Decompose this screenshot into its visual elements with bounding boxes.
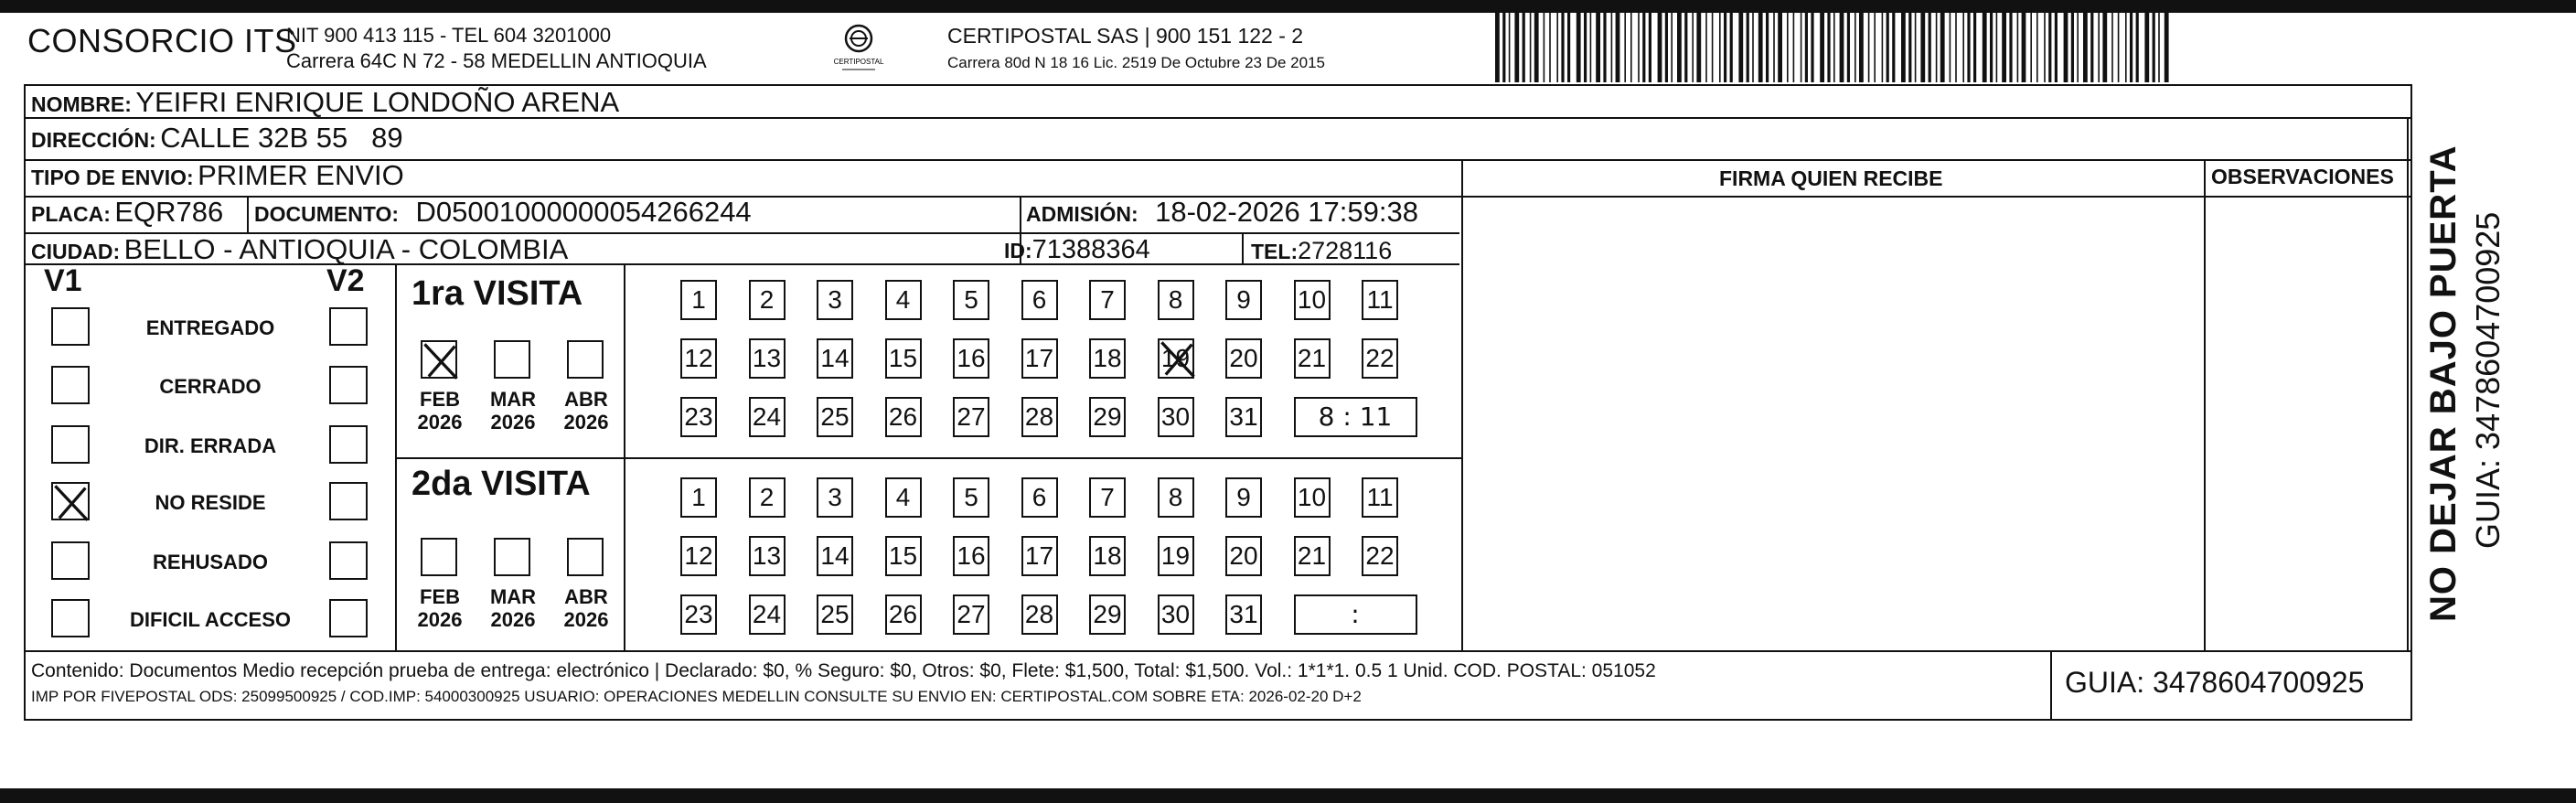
v1-label: V1	[44, 263, 82, 298]
day-box[interactable]: 21	[1294, 338, 1331, 379]
bottom-border	[0, 788, 2576, 803]
day-box[interactable]: 13	[749, 536, 786, 576]
day-box[interactable]: 10	[1294, 477, 1331, 518]
print-info: IMP POR FIVEPOSTAL ODS: 25099500925 / COD.IMP: 54000300925 USUARIO: OPERACIONES MEDELLIN CONSULTE SU ENVIO EN: CERTIPOSTAL.COM SOBRE ETA: 2026-02-20 D+2	[31, 688, 1362, 705]
plate-field	[31, 196, 223, 229]
v1-checkbox[interactable]	[51, 541, 90, 580]
day-box[interactable]: 24	[749, 397, 786, 437]
v2-checkbox[interactable]	[329, 425, 368, 464]
day-box[interactable]: 9	[1225, 280, 1262, 320]
admission-label: ADMISIÓN:	[1026, 202, 1138, 226]
day-box[interactable]: 24	[749, 594, 786, 635]
day-box[interactable]: 22	[1362, 536, 1398, 576]
visit1-title: 1ra VISITA	[412, 274, 583, 313]
day-box[interactable]: 2	[749, 477, 786, 518]
day-box[interactable]: 29	[1089, 397, 1126, 437]
month-checkbox[interactable]	[494, 340, 530, 379]
tel-number: 2728116	[1298, 237, 1393, 264]
signature-label: FIRMA QUIEN RECIBE	[1719, 166, 1943, 190]
id-number: 71388364	[1031, 235, 1150, 264]
day-box[interactable]: 14	[817, 338, 853, 379]
month-name: ABR	[564, 388, 608, 411]
id-label: ID:	[1004, 239, 1032, 262]
day-box[interactable]: 20	[1225, 536, 1262, 576]
name-label: NOMBRE:	[31, 92, 132, 116]
checkmark-x-icon	[421, 340, 461, 380]
day-box[interactable]: 27	[953, 594, 989, 635]
day-box[interactable]: 31	[1225, 397, 1262, 437]
month-caption	[558, 388, 615, 434]
observations-label: OBSERVACIONES	[2211, 165, 2394, 188]
day-box[interactable]: 15	[885, 338, 922, 379]
checkmark-x-icon	[1158, 338, 1198, 379]
month-checkbox[interactable]	[421, 538, 457, 576]
month-caption	[485, 585, 541, 631]
city-field	[31, 233, 568, 266]
day-box[interactable]: 12	[680, 536, 717, 576]
month-checkbox[interactable]	[567, 538, 604, 576]
day-box[interactable]: 18	[1089, 338, 1126, 379]
company-nit: NIT 900 413 115 - TEL 604 3201000	[286, 24, 612, 47]
day-box[interactable]: 2	[749, 280, 786, 320]
recipient-name: YEIFRI ENRIQUE LONDOÑO ARENA	[135, 86, 620, 118]
month-name: ABR	[564, 585, 608, 608]
admission-field	[1026, 196, 1418, 229]
day-box[interactable]: 30	[1158, 397, 1194, 437]
footer-guide: GUIA: 3478604700925	[2065, 666, 2365, 699]
day-box[interactable]: 4	[885, 477, 922, 518]
tel-field	[1251, 237, 1392, 265]
day-box[interactable]: 31	[1225, 594, 1262, 635]
day-box[interactable]: 3	[817, 280, 853, 320]
side-guide: GUIA: 3478604700925	[2469, 211, 2507, 549]
tel-label: TEL:	[1251, 240, 1299, 263]
month-caption	[558, 585, 615, 631]
courier-license: Carrera 80d N 18 16 Lic. 2519 De Octubre 23 De 2015	[947, 54, 1325, 71]
month-name: MAR	[489, 585, 537, 608]
address-row	[31, 122, 403, 155]
day-box[interactable]: 17	[1021, 338, 1058, 379]
day-box[interactable]: 15	[885, 536, 922, 576]
month-name: MAR	[489, 388, 537, 411]
v1-checkbox[interactable]	[51, 482, 90, 520]
courier-name: CERTIPOSTAL SAS | 900 151 122 - 2	[947, 24, 1304, 48]
day-box[interactable]: 8	[1158, 477, 1194, 518]
v1-checkbox[interactable]	[51, 307, 90, 346]
day-box[interactable]: 22	[1362, 338, 1398, 379]
month-year: 2026	[563, 608, 609, 631]
day-box[interactable]: 13	[749, 338, 786, 379]
day-box[interactable]: 16	[953, 338, 989, 379]
content-summary: Contenido: Documentos Medio recepción prueba de entrega: electrónico | Declarado: $0, % Seguro: $0, Otros: $0, Flete: $1,500, Total: $1,500. Vol.: 1*1*1. 0.5 1 Unid. COD. POSTAL: 051052	[31, 660, 1656, 681]
month-checkbox[interactable]	[494, 538, 530, 576]
plate: EQR786	[114, 196, 224, 228]
v1-checkbox[interactable]	[51, 425, 90, 464]
send-type: PRIMER ENVIO	[198, 159, 404, 191]
day-box[interactable]: 7	[1089, 280, 1126, 320]
address-label: DIRECCIÓN:	[31, 128, 156, 152]
v2-checkbox[interactable]	[329, 599, 368, 637]
document-field	[254, 196, 752, 229]
month-caption	[485, 388, 541, 434]
month-checkbox[interactable]	[567, 340, 604, 379]
month-name: FEB	[420, 388, 460, 411]
day-box[interactable]: 23	[680, 594, 717, 635]
day-box[interactable]: 26	[885, 594, 922, 635]
day-box[interactable]: 5	[953, 477, 989, 518]
day-box[interactable]: 12	[680, 338, 717, 379]
day-box[interactable]: 18	[1089, 536, 1126, 576]
city-label: CIUDAD:	[31, 240, 121, 263]
city: BELLO - ANTIOQUIA - COLOMBIA	[123, 233, 569, 265]
company-address: Carrera 64C N 72 - 58 MEDELLIN ANTIOQUIA	[286, 49, 707, 72]
day-box[interactable]: 11	[1362, 477, 1398, 518]
side-warning: NO DEJAR BAJO PUERTA	[2423, 145, 2464, 622]
day-box[interactable]: 20	[1225, 338, 1262, 379]
name-row	[31, 86, 619, 119]
barcode	[1495, 13, 2176, 82]
day-box[interactable]: 3	[817, 477, 853, 518]
day-box[interactable]: 19	[1158, 536, 1194, 576]
day-box[interactable]: 10	[1294, 280, 1331, 320]
day-box[interactable]: 5	[953, 280, 989, 320]
month-name: FEB	[420, 585, 460, 608]
visit2-title: 2da VISITA	[412, 465, 591, 503]
month-year: 2026	[490, 608, 536, 631]
day-box[interactable]: 30	[1158, 594, 1194, 635]
day-box[interactable]: 21	[1294, 536, 1331, 576]
v1-checkbox[interactable]	[51, 599, 90, 637]
day-box[interactable]: 25	[817, 397, 853, 437]
document-label: DOCUMENTO:	[254, 202, 400, 226]
day-box[interactable]: 26	[885, 397, 922, 437]
day-box[interactable]: 19	[1158, 338, 1194, 379]
status-option-label: DIFICIL ACCESO	[129, 608, 291, 631]
day-box[interactable]: 25	[817, 594, 853, 635]
admission-date: 18-02-2026 17:59:38	[1155, 196, 1418, 228]
day-box[interactable]: 16	[953, 536, 989, 576]
status-option-label: ENTREGADO	[145, 316, 275, 339]
status-option-label: CERRADO	[159, 375, 262, 398]
company-name: CONSORCIO ITS	[27, 22, 297, 59]
day-box[interactable]: 29	[1089, 594, 1126, 635]
month-year: 2026	[417, 608, 463, 631]
month-checkbox[interactable]	[421, 340, 457, 379]
document-number: D05001000000054266244	[415, 196, 752, 228]
recipient-address: CALLE 32B 55 89	[160, 122, 403, 154]
day-box[interactable]: 28	[1021, 594, 1058, 635]
v2-label: V2	[326, 263, 365, 298]
checkmark-x-icon	[51, 482, 91, 522]
send-type-label: TIPO DE ENVIO:	[31, 166, 194, 189]
v2-checkbox[interactable]	[329, 541, 368, 580]
month-caption	[412, 388, 468, 434]
day-box[interactable]: 17	[1021, 536, 1058, 576]
day-box[interactable]: 9	[1225, 477, 1262, 518]
day-box[interactable]: 28	[1021, 397, 1058, 437]
day-box[interactable]: 27	[953, 397, 989, 437]
day-box[interactable]: 1	[680, 280, 717, 320]
month-year: 2026	[563, 411, 609, 434]
day-box[interactable]: 23	[680, 397, 717, 437]
day-box[interactable]: 8	[1158, 280, 1194, 320]
svg-text:CERTIPOSTAL: CERTIPOSTAL	[833, 58, 884, 66]
day-box[interactable]: 6	[1021, 280, 1058, 320]
time-box[interactable]: :	[1294, 594, 1417, 635]
day-box[interactable]: 11	[1362, 280, 1398, 320]
day-box[interactable]: 14	[817, 536, 853, 576]
id-field	[1004, 235, 1150, 265]
time-box[interactable]: 8 : 11	[1294, 397, 1417, 437]
day-box[interactable]: 1	[680, 477, 717, 518]
day-box[interactable]: 4	[885, 280, 922, 320]
status-option-label: NO RESIDE	[155, 491, 266, 514]
v2-checkbox[interactable]	[329, 366, 368, 404]
status-option-label: DIR. ERRADA	[144, 434, 277, 457]
day-box[interactable]: 6	[1021, 477, 1058, 518]
v2-checkbox[interactable]	[329, 307, 368, 346]
month-year: 2026	[490, 411, 536, 434]
month-caption	[412, 585, 468, 631]
v1-checkbox[interactable]	[51, 366, 90, 404]
status-option-label: REHUSADO	[153, 551, 268, 573]
day-box[interactable]: 7	[1089, 477, 1126, 518]
month-year: 2026	[417, 411, 463, 434]
send-type-row	[31, 159, 404, 192]
plate-label: PLACA:	[31, 202, 111, 226]
certipostal-logo	[833, 22, 884, 77]
v2-checkbox[interactable]	[329, 482, 368, 520]
top-border	[0, 0, 2576, 13]
